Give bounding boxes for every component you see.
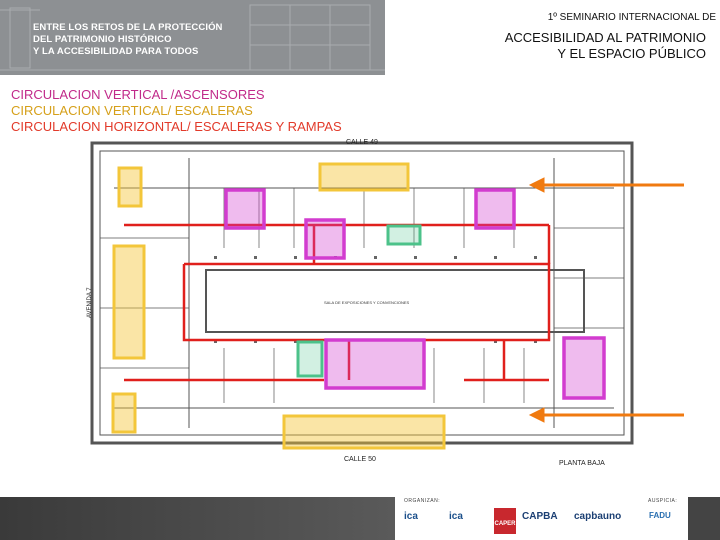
floor-label: PLANTA BAJA [559, 460, 605, 467]
seminar-label: 1º SEMINARIO INTERNACIONAL DE [547, 12, 716, 23]
avenue-label: AVENIDA 7 [87, 287, 93, 318]
stairs-left-top [119, 168, 141, 206]
sponsor-bar-left-fill [0, 497, 395, 540]
elevator-1 [226, 190, 264, 228]
stairs-bottom [284, 416, 444, 448]
banner-line: Y LA ACCESIBILIDAD PARA TODOS [33, 46, 199, 57]
legend-stairs: CIRCULACION VERTICAL/ ESCALERAS [11, 103, 253, 118]
stairs-left-mid [114, 246, 144, 358]
capbauno-logo: capbauno [574, 511, 622, 522]
seminar-title-line2: Y EL ESPACIO PÚBLICO [557, 46, 706, 61]
elevator-5 [564, 338, 604, 398]
stairs-left-bottom [113, 394, 135, 432]
green-box-bottom [298, 342, 322, 376]
banner-line: DEL PATRIMONIO HISTÓRICO [33, 34, 172, 45]
elevator-2 [306, 220, 344, 258]
caper-logo: CAPER [494, 508, 516, 534]
street-bottom-label: CALLE 50 [344, 456, 376, 463]
ica-logo: ica [404, 511, 418, 522]
support-label: AUSPICIA: [648, 498, 678, 504]
fadu-logo: FADU [649, 511, 671, 520]
street-top-label: CALLE 49 [346, 139, 378, 146]
stairs-top [320, 164, 408, 190]
hall-label: SALA DE EXPOSICIONES Y CONVENCIONES [324, 300, 410, 305]
banner-title [33, 22, 223, 58]
legend-elevators: CIRCULACION VERTICAL /ASCENSORES [11, 87, 265, 102]
seminar-title-line1: ACCESIBILIDAD AL PATRIMONIO [504, 30, 706, 45]
organizers-label: ORGANIZAN: [404, 498, 441, 504]
floor-plan [84, 128, 688, 473]
arrow-icons [530, 178, 684, 422]
elevator-3 [476, 190, 514, 228]
legend-horizontal: CIRCULACION HORIZONTAL/ ESCALERAS Y RAMPAS [11, 119, 342, 134]
seminar-title [505, 30, 706, 62]
stairs-markers [113, 164, 444, 448]
sponsor-bar-right-fill [688, 497, 720, 540]
green-box-top [388, 226, 420, 244]
capba-logo: CAPBA [522, 511, 558, 522]
elevator-markers [226, 190, 604, 398]
ica-logo: ica [449, 511, 463, 522]
header-banner [0, 0, 385, 75]
banner-line: ENTRE LOS RETOS DE LA PROTECCIÓN [33, 22, 223, 33]
sponsor-bar [0, 497, 720, 540]
elevator-4 [326, 340, 424, 388]
